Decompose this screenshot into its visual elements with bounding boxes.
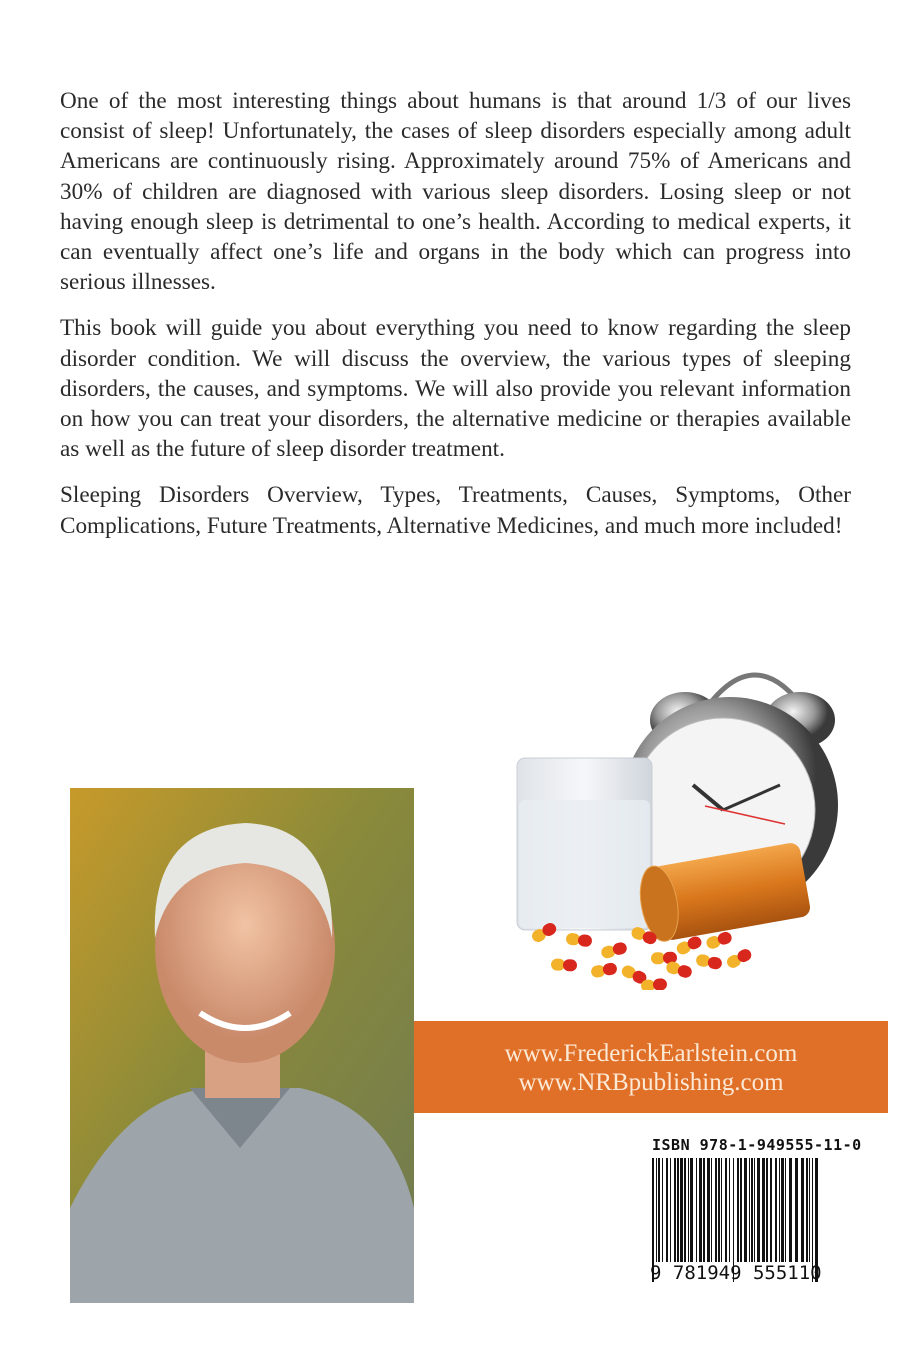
barcode-bar [779,1158,780,1262]
pill-capsule [600,941,628,960]
clock-pills-illustration [505,640,845,990]
description-text [60,86,851,557]
pill-capsule [725,947,754,970]
barcode-bar [754,1158,755,1262]
barcode-bar [718,1158,720,1262]
barcode-bar [666,1158,668,1262]
barcode-bar [696,1158,697,1262]
barcode-bar [674,1158,676,1262]
description-paragraph-2: This book will guide you about everything you need to know regarding the sleep disorder condition. We will discuss the overview, the various types of sleeping disorders, the causes, and symptoms. We will also provide you relevant information on how you can treat your disorders, the alternative medicine or therapies available as well as the future of sleep disorder treatment. [60,315,851,463]
barcode-bar [677,1158,679,1262]
barcode-bar [711,1158,712,1262]
author-photo [70,788,414,1303]
pill-capsule [695,953,723,970]
barcode-bar [703,1158,705,1262]
barcode-bar [766,1158,768,1262]
barcode-bar [751,1158,753,1262]
isbn-label: ISBN 978-1-949555-11-0 [652,1136,862,1154]
barcode-bar [789,1158,792,1262]
barcode-bar [749,1158,750,1262]
barcode-bar [715,1158,717,1262]
barcode-bar [801,1158,804,1262]
barcode-bar [699,1158,702,1262]
barcode-bar [688,1158,689,1262]
barcode-bar [806,1158,808,1262]
publisher-website-link[interactable]: www.NRBpublishing.com [518,1069,784,1096]
barcode-bar [757,1158,760,1262]
website-banner [414,1021,888,1113]
barcode-bar [656,1158,657,1262]
barcode-bar [721,1158,722,1262]
barcode-digits: 9 781949 555110 [650,1262,822,1284]
barcode-bar [785,1158,786,1262]
barcode-bar [690,1158,693,1262]
barcode-bar [670,1158,671,1262]
pill-capsule [590,962,618,979]
barcode-bar [707,1158,710,1262]
barcode-bar [744,1158,747,1262]
barcode-bar [737,1158,739,1262]
description-paragraph-1: One of the most interesting things about humans is that around 1/3 of our lives consist of sleep! Unfortunately, the cases of sleep disorders especially among adult Americans are continuously rising. Approximately around 75% of Americans and 30% of children are diagnosed with various sleep disorders. Losing sleep or not having enough sleep is detrimental to one’s health. According to medical experts, it can eventually affect one’s life and organs in the body which can progress into serious illnesses. [60,88,851,296]
barcode-bar [662,1158,663,1262]
barcode-bar [781,1158,784,1262]
pill-capsule [665,960,693,979]
barcode-bar [740,1158,742,1262]
barcode-bar [770,1158,772,1262]
barcode-bar [658,1158,660,1262]
barcode-bar [684,1158,686,1262]
barcode-bar [729,1158,730,1262]
barcode-bar [809,1158,810,1262]
barcode-bar [775,1158,777,1262]
barcode-bar [725,1158,727,1262]
pill-capsule [551,958,578,971]
barcode-bar [762,1158,765,1262]
description-paragraph-3: Sleeping Disorders Overview, Types, Treatments, Causes, Symptoms, Other Complications, Future Treatments, Alternative Medicines, and much more included! [60,482,851,539]
barcode-bar [680,1158,683,1262]
pill-capsule [565,932,592,947]
author-website-link[interactable]: www.FrederickEarlstein.com [504,1040,798,1067]
barcode-bar [795,1158,798,1262]
